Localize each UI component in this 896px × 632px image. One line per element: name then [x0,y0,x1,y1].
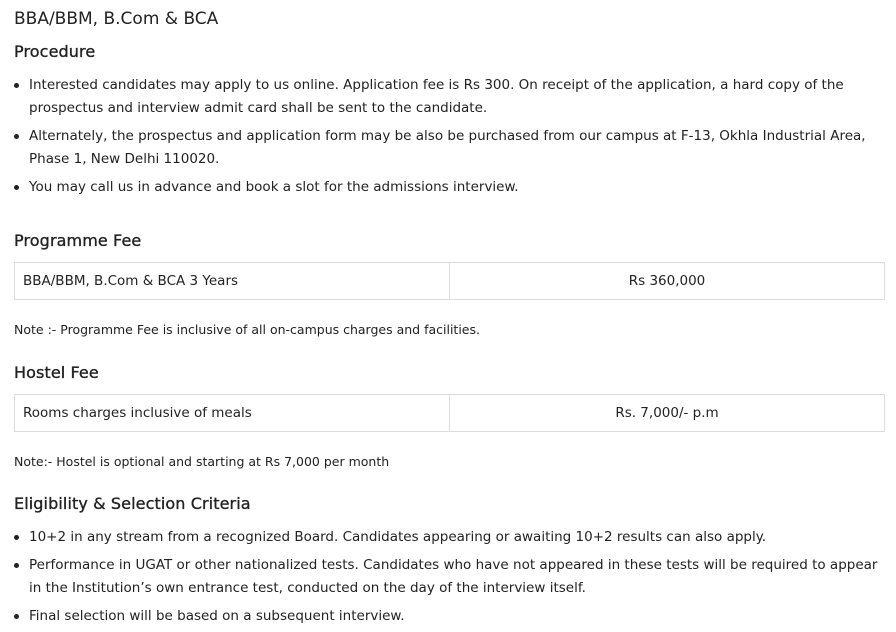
list-item-text: Interested candidates may apply to us online. Application fee is Rs 300. On receipt of the application, a hard copy of the prospectus and interview admit card shall be sent to the candidate. [29,77,844,116]
hostel-fee-note: Note:- Hostel is optional and starting at Rs 7,000 per month [14,454,390,469]
list-item-text: 10+2 in any stream from a recognized Board. Candidates appearing or awaiting 10+2 results can also apply. [29,529,767,545]
hostel-fee-table [14,394,885,432]
fee-value-cell: Rs. 7,000/- p.m [450,395,885,432]
bullet-icon [14,614,19,619]
bullet-icon [14,563,19,568]
list-item [14,554,886,600]
list-item [14,176,886,199]
fee-label-cell: Rooms charges inclusive of meals [15,395,450,432]
hostel-fee-heading: Hostel Fee [14,363,99,382]
list-item [14,605,886,628]
list-item-text: Alternately, the prospectus and application form may be also be purchased from our campus at F-13, Okhla Industrial Area, Phase 1, New Delhi 110020. [29,128,866,167]
bullet-icon [14,83,19,88]
list-item-text: Final selection will be based on a subsequent interview. [29,608,405,624]
list-item [14,125,886,171]
fee-value-cell: Rs 360,000 [450,263,885,300]
fee-label-cell: BBA/BBM, B.Com & BCA 3 Years [15,263,450,300]
programme-fee-note: Note :- Programme Fee is inclusive of all on-campus charges and facilities. [14,322,480,337]
programme-fee-table [14,262,885,300]
list-item [14,74,886,120]
list-item [14,526,886,549]
table-row [15,395,885,432]
bullet-icon [14,185,19,190]
programme-fee-heading: Programme Fee [14,231,142,250]
procedure-list [14,74,886,199]
list-item-text: Performance in UGAT or other nationalized tests. Candidates who have not appeared in these tests will be required to appear in the Institution’s own entrance test, conducted on the day of the interview itself. [29,557,878,596]
bullet-icon [14,134,19,139]
table-row [15,263,885,300]
page-title: BBA/BBM, B.Com & BCA [14,9,219,29]
bullet-icon [14,535,19,540]
list-item-text: You may call us in advance and book a slot for the admissions interview. [29,179,519,195]
eligibility-list [14,526,886,628]
procedure-heading: Procedure [14,42,96,61]
eligibility-heading: Eligibility & Selection Criteria [14,494,251,513]
